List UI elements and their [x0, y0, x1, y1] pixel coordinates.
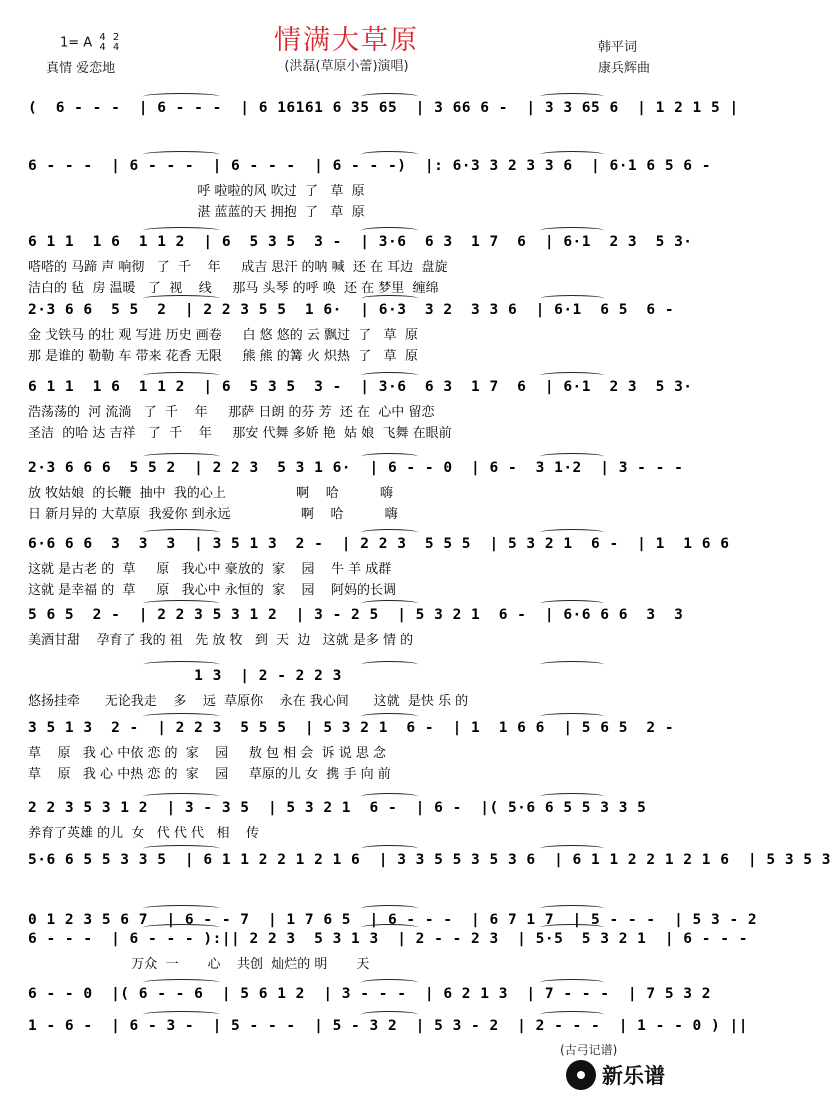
notation-line: 5·6 6 5 5 3 3 5 | 6 1 1 2 2 1 2 1 6 | 3 3 5 5 3 5 3 6 | 6 1 1 2 2 1 2 1 6 | 5 3 5 3 — [28, 852, 831, 868]
slur-mark — [143, 529, 220, 536]
lyric-line: 悠扬挂牵 无论我走 多 远 草原你 永在 我心间 这就 是快 乐 的 — [28, 694, 469, 709]
lyric-line: 美酒甘甜 孕育了 我的 祖 先 放 牧 到 天 边 这就 是多 情 的 — [28, 633, 414, 648]
slur-mark — [361, 845, 419, 852]
slur-mark — [540, 661, 604, 668]
slur-mark — [361, 793, 419, 800]
notation-line: 6·6 6 6 3 3 3 | 3 5 1 3 2 - | 2 2 3 5 5 5 | 5 3 2 1 6 - | 1 1 6 6 — [28, 536, 730, 552]
lyric-line: 这就 是幸福 的 草 原 我心中 永恒的 家 园 阿妈的长调 — [28, 583, 397, 598]
slur-mark — [540, 845, 604, 852]
key-signature — [60, 33, 119, 53]
slur-mark — [540, 227, 604, 234]
lyric-line: 圣洁 的哈 达 吉祥 了 千 年 那安 代舞 多娇 艳 姑 娘 飞舞 在眼前 — [28, 426, 452, 441]
slur-mark — [143, 1011, 220, 1018]
slur-mark — [361, 529, 419, 536]
slur-mark — [143, 372, 220, 379]
lyric-line: 呼 啦啦的风 吹过 了 草 原 — [28, 184, 365, 199]
slur-mark — [143, 845, 220, 852]
slur-mark — [361, 661, 419, 668]
notation-line: 0 1 2 3 5 6 7 | 6 - - 7 | 1 7 6 5 | 6 - - - | 6 7 1 7 | 5 - - - | 5 3 - 2 — [28, 912, 758, 928]
slur-mark — [361, 93, 419, 100]
slur-mark — [361, 1011, 419, 1018]
notation-line: 1 3 | 2 - 2 2 3 — [28, 668, 342, 684]
notation-line: 6 - - - | 6 - - - | 6 - - - | 6 - - -) |: 6·3 3 2 3 3 6 | 6·1 6 5 6 - — [28, 158, 712, 174]
notation-line: 6 - - 0 |( 6 - - 6 | 5 6 1 2 | 3 - - - | 6 2 1 3 | 7 - - - | 7 5 3 2 — [28, 986, 712, 1002]
slur-mark — [143, 905, 220, 912]
notation-line: 6 1 1 1 6 1 1 2 | 6 5 3 5 3 - | 3·6 6 3 1 7 6 | 6·1 2 3 5 3· — [28, 379, 693, 395]
record-disc-icon — [566, 1060, 596, 1090]
lyric-line: 湛 蓝蓝的天 拥抱 了 草 原 — [28, 205, 365, 220]
notation-line: 2·3 6 6 5 5 2 | 2 2 3 5 5 1 6· | 6·3 3 2 3 3 6 | 6·1 6 5 6 - — [28, 302, 675, 318]
notation-line: 6 - - - | 6 - - - ):|| 2 2 3 5 3 1 3 | 2 - - 2 3 | 5·5 5 3 2 1 | 6 - - - — [28, 931, 748, 947]
lyricist-credit: 韩平词 — [598, 40, 638, 55]
slur-mark — [540, 1011, 604, 1018]
slur-mark — [143, 151, 220, 158]
key-label: 1= A — [60, 35, 93, 51]
slur-mark — [540, 924, 604, 931]
time-signature-2: 2 4 — [112, 32, 120, 53]
slur-mark — [540, 905, 604, 912]
slur-mark — [361, 979, 419, 986]
slur-mark — [540, 295, 604, 302]
slur-mark — [540, 713, 604, 720]
slur-mark — [361, 905, 419, 912]
slur-mark — [143, 661, 220, 668]
slur-mark — [143, 979, 220, 986]
notation-line: 6 1 1 1 6 1 1 2 | 6 5 3 5 3 - | 3·6 6 3 1 7 6 | 6·1 2 3 5 3· — [28, 234, 693, 250]
slur-mark — [540, 453, 604, 460]
notation-line: ( 6 - - - | 6 - - - | 6 16161 6 35 65 | 3 66 6 - | 3 3 65 6 | 1 2 1 5 | — [28, 100, 739, 116]
notation-line: 2·3 6 6 6 5 5 2 | 2 2 3 5 3 1 6· | 6 - - 0 | 6 - 3 1·2 | 3 - - - — [28, 460, 684, 476]
slur-mark — [361, 924, 419, 931]
lyric-line: 养育了英雄 的儿 女 代 代 代 相 传 — [28, 826, 259, 841]
slur-mark — [540, 151, 604, 158]
slur-mark — [143, 453, 220, 460]
transcriber-credit: (古弓记谱) — [560, 1043, 618, 1057]
notation-line: 5 6 5 2 - | 2 2 3 5 3 1 2 | 3 - 2 5 | 5 3 2 1 6 - | 6·6 6 6 3 3 — [28, 607, 684, 623]
slur-mark — [540, 372, 604, 379]
slur-mark — [143, 295, 220, 302]
slur-mark — [361, 151, 419, 158]
composer-credit: 康兵辉曲 — [598, 61, 651, 76]
song-title: 情满大草原 — [274, 25, 419, 56]
slur-mark — [143, 227, 220, 234]
lyric-line: 洁白的 毡 房 温暖 了 视 线 那马 头琴 的呼 唤 还 在 梦里 缠绵 — [28, 281, 439, 296]
notation-line: 1 - 6 - | 6 - 3 - | 5 - - - | 5 - 3 2 | 5 3 - 2 | 2 - - - | 1 - - 0 ) || — [28, 1018, 748, 1034]
lyric-line: 草 原 我 心 中热 恋 的 家 园 草原的儿 女 携 手 向 前 — [28, 767, 391, 782]
slur-mark — [361, 372, 419, 379]
slur-mark — [540, 600, 604, 607]
slur-mark — [143, 600, 220, 607]
lyric-line: 金 戈铁马 的壮 观 写进 历史 画卷 白 悠 悠的 云 飘过 了 草 原 — [28, 328, 418, 343]
slur-mark — [143, 93, 220, 100]
lyric-line: 万众 一 心 共创 灿烂的 明 天 — [28, 957, 370, 972]
slur-mark — [540, 979, 604, 986]
slur-mark — [361, 295, 419, 302]
logo-text: 新乐谱 — [602, 1064, 665, 1088]
slur-mark — [143, 713, 220, 720]
lyric-line: 草 原 我 心 中依 恋 的 家 园 敖 包 相 会 诉 说 思 念 — [28, 746, 386, 761]
time-signature-1: 4 4 — [99, 32, 106, 53]
slur-mark — [143, 924, 220, 931]
lyric-line: 浩荡荡的 河 流淌 了 千 年 那萨 日朗 的芬 芳 还 在 心中 留恋 — [28, 405, 435, 420]
lyric-line: 嗒嗒的 马蹄 声 响彻 了 千 年 成吉 思汗 的呐 喊 还 在 耳边 盘旋 — [28, 260, 448, 275]
notation-line: 3 5 1 3 2 - | 2 2 3 5 5 5 | 5 3 2 1 6 - | 1 1 6 6 | 5 6 5 2 - — [28, 720, 675, 736]
lyric-line: 日 新月异的 大草原 我爱你 到永远 啊 哈 嗨 — [28, 507, 398, 522]
slur-mark — [361, 227, 419, 234]
slur-mark — [540, 529, 604, 536]
tempo-marking: 真情 爱恋地 — [46, 61, 116, 76]
lyric-line: 这就 是古老 的 草 原 我心中 豪放的 家 园 牛 羊 成群 — [28, 562, 392, 577]
slur-mark — [540, 793, 604, 800]
lyric-line: 放 牧姑娘 的长鞭 抽中 我的心上 啊 哈 嗨 — [28, 486, 394, 501]
slur-mark — [143, 793, 220, 800]
slur-mark — [361, 453, 419, 460]
notation-line: 2 2 3 5 3 1 2 | 3 - 3 5 | 5 3 2 1 6 - | 6 - |( 5·6 6 5 5 3 3 5 — [28, 800, 647, 816]
slur-mark — [361, 600, 419, 607]
slur-mark — [361, 713, 419, 720]
site-logo — [566, 1060, 665, 1090]
singer-credit: (洪磊(草原小蕾)演唱) — [284, 59, 409, 74]
slur-mark — [540, 93, 604, 100]
lyric-line: 那 是谁的 勒勒 车 带来 花香 无限 熊 熊 的篝 火 炽热 了 草 原 — [28, 349, 418, 364]
